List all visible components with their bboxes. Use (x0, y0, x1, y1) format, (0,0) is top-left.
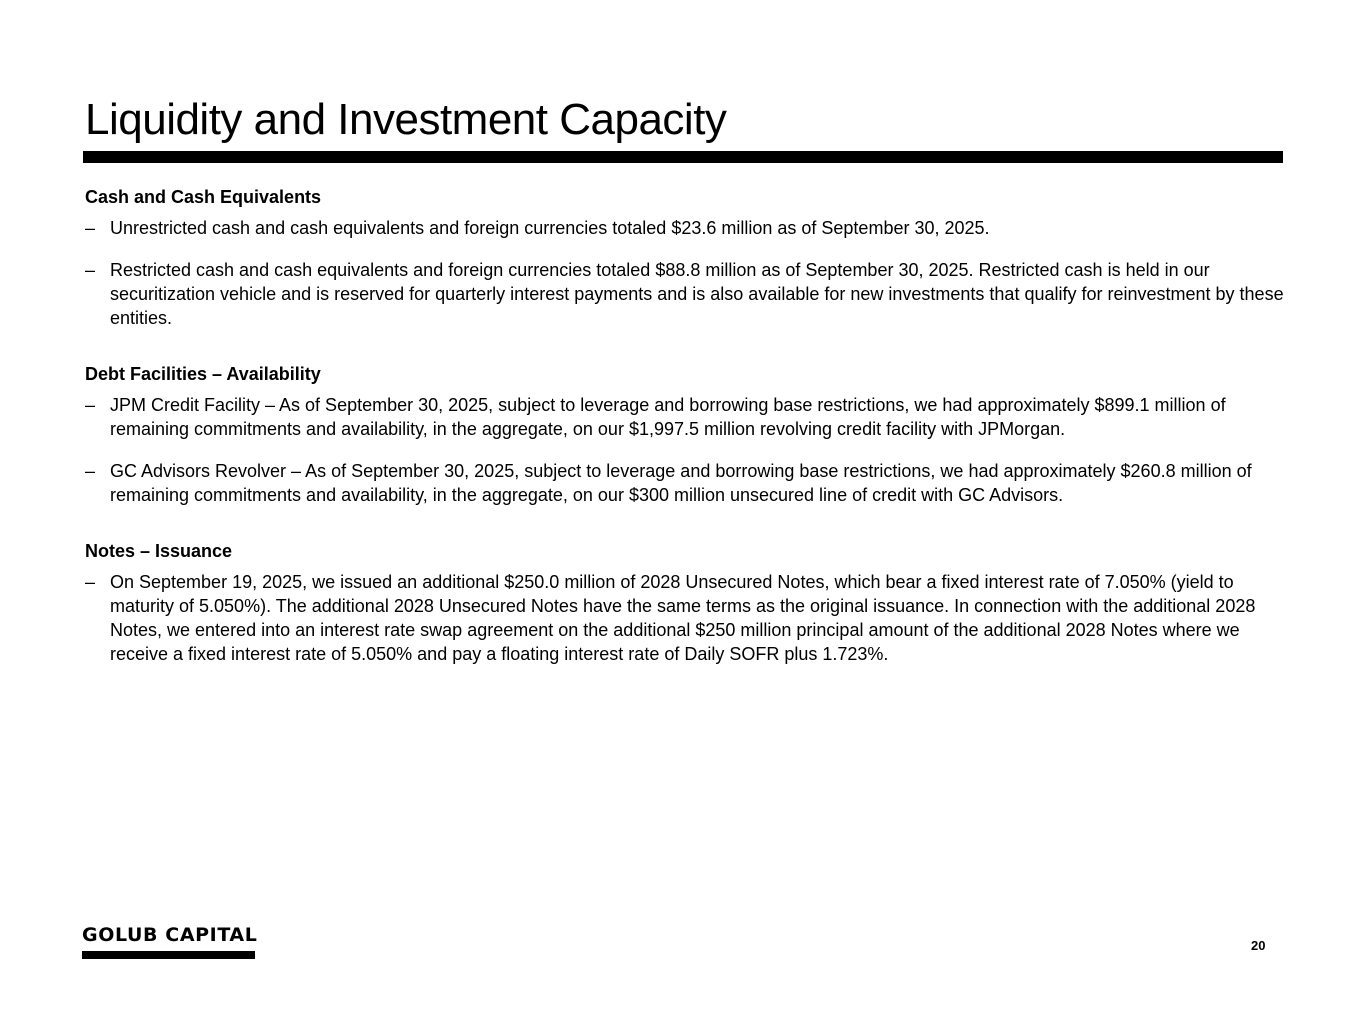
bullet-text: Restricted cash and cash equivalents and foreign currencies totaled $88.8 million as of September 30, 2025. Restricted cash is held in our securitization vehicle and is reserved for quarterly interest payments and is also available for new investments that qualify for reinvestment by these entities. (110, 260, 1284, 328)
section-heading: Debt Facilities – Availability (85, 364, 321, 384)
page-number: 20 (1251, 938, 1266, 953)
title-divider (83, 151, 1283, 163)
section-cash-equivalents (85, 185, 1285, 330)
logo-underline-bar (82, 951, 255, 959)
dash-bullet-marker: – (85, 461, 96, 481)
bullet-text: On September 19, 2025, we issued an additional $250.0 million of 2028 Unsecured Notes, which bear a fixed interest rate of 7.050% (yield to maturity of 5.050%). The additional 2028 Unsecured Notes have the same terms as the original issuance. In connection with the additional 2028 Notes, we entered into an interest rate swap agreement on the additional $250 million principal amount of the additional 2028 Notes where we receive a fixed interest rate of 5.050% and pay a floating interest rate of Daily SOFR plus 1.723%. (110, 572, 1256, 664)
content-body (85, 185, 1285, 698)
section-heading: Cash and Cash Equivalents (85, 187, 322, 207)
section-heading: Notes – Issuance (85, 541, 233, 561)
section-notes-issuance (85, 539, 1285, 666)
dash-bullet-marker: – (85, 260, 96, 280)
bullet-text: Unrestricted cash and cash equivalents and foreign currencies totaled $23.6 million as of September 30, 2025. (110, 218, 990, 238)
section-debt-facilities (85, 362, 1285, 507)
company-logo (82, 922, 258, 959)
dash-bullet-marker: – (85, 572, 96, 592)
bullet-item (85, 459, 1285, 507)
bullet-item (85, 258, 1285, 330)
dash-bullet-marker: – (85, 218, 96, 238)
dash-bullet-marker: – (85, 395, 96, 415)
bullet-text: JPM Credit Facility – As of September 30, 2025, subject to leverage and borrowing base restrictions, we had approximately $899.1 million of remaining commitments and availability, in the aggregate, on our $1,997.5 million revolving credit facility with JPMorgan. (110, 395, 1226, 439)
bullet-text: GC Advisors Revolver – As of September 30, 2025, subject to leverage and borrowing base restrictions, we had approximately $260.8 million of remaining commitments and availability, in the aggregate, on our $300 million unsecured line of credit with GC Advisors. (110, 461, 1252, 505)
bullet-item (85, 393, 1285, 441)
logo-wordmark: GOLUB CAPITAL (82, 924, 258, 946)
bullet-item (85, 570, 1285, 666)
page-title: Liquidity and Investment Capacity (85, 95, 727, 144)
bullet-item (85, 216, 1285, 240)
